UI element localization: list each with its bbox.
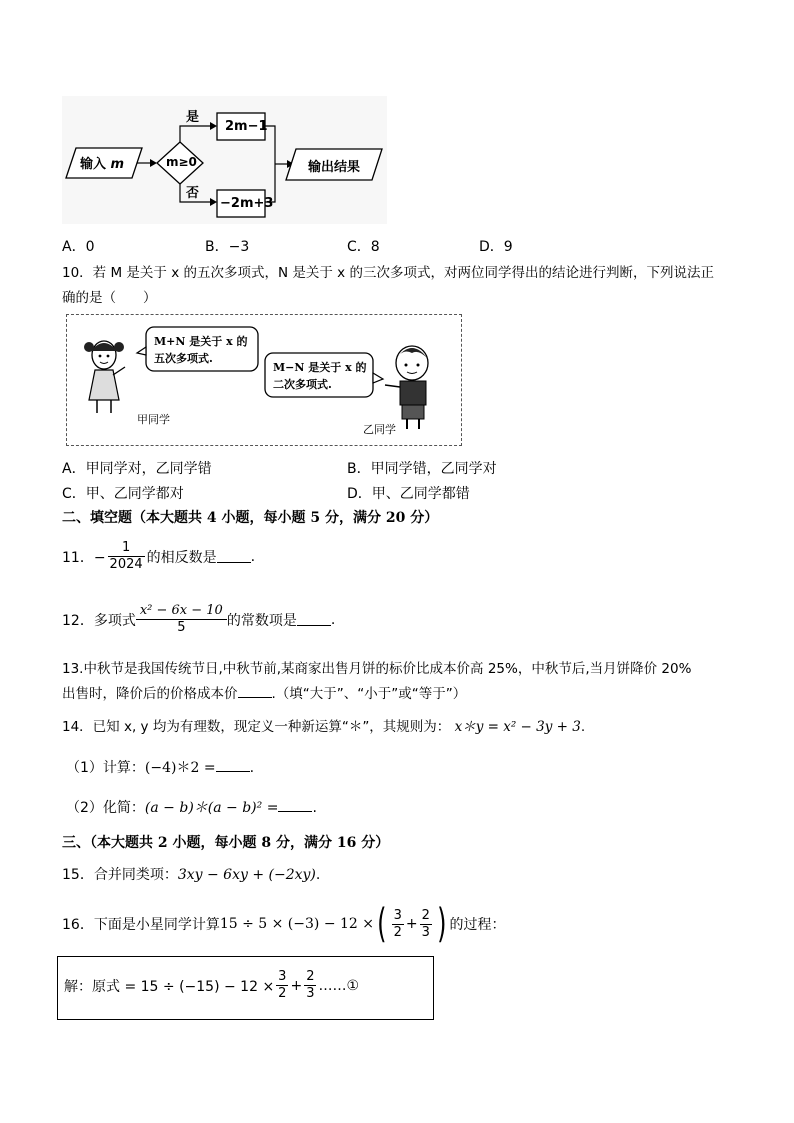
q10-option-b: B．甲同学错，乙同学对 (347, 461, 497, 477)
q13-line2b: .（填“大于”、“小于”或“等于”） (271, 686, 467, 702)
flowchart (62, 96, 387, 224)
boy-bubble-line1: M−N 是关于 x 的 (273, 361, 367, 374)
q13-line2a: 出售时，降价后的价格成本价 (62, 686, 238, 702)
q12-end: . (330, 611, 336, 628)
q10-option-c: C．甲、乙同学都对 (62, 486, 184, 502)
girl-label: 甲同学 (137, 413, 170, 426)
boy-figure (385, 346, 428, 429)
solution-f2-den: 3 (306, 986, 315, 1001)
q16-f1-num: 3 (393, 907, 402, 923)
section2-title: 二、填空题（本大题共 4 小题，每小题 5 分，满分 20 分） (62, 510, 439, 526)
q14-sub2-expr: (a − b)＊(a − b)² = (144, 800, 279, 816)
q10-illustration (66, 314, 462, 446)
q9-option-a: A．0 (62, 239, 95, 255)
q14-sub2-blank (278, 799, 312, 812)
q9-option-c: C．8 (347, 239, 380, 255)
solution-suffix: ……① (318, 977, 360, 994)
q16-f2-den: 3 (421, 924, 430, 940)
q12-prefix: 12．多项式 (62, 612, 136, 629)
girl-bubble-line2: 五次多项式. (154, 352, 213, 365)
q16-suffix: 的过程： (449, 917, 506, 933)
q12-fraction (138, 603, 225, 636)
q14 (62, 715, 585, 735)
q11-fraction (108, 540, 145, 573)
q16-fraction-2 (420, 908, 432, 941)
boy-bubble (273, 359, 367, 393)
q11-prefix: 11．− (62, 549, 106, 566)
solution-f1-num: 3 (278, 969, 287, 984)
q15-text: 15．合并同类项： (62, 867, 178, 883)
q14-text: 14．已知 x, y 均为有理数，现定义一种新运算“＊”，其规则为： (62, 719, 451, 735)
q16-left-paren: ( (377, 901, 387, 947)
q11-suffix: 的相反数是 (146, 549, 217, 566)
q9-option-b: B．−3 (205, 239, 250, 255)
solution-fraction-2 (304, 969, 316, 1002)
q16-f1-den: 2 (393, 924, 402, 940)
q11-blank (217, 550, 251, 563)
q14-sub2 (66, 797, 317, 817)
q10-option-d: D．甲、乙同学都错 (347, 486, 470, 502)
boy-label: 乙同学 (363, 423, 396, 436)
q16-plus: + (405, 916, 418, 932)
q14-sub2-dot: . (312, 800, 317, 816)
solution-line (64, 969, 359, 1002)
q15-expr: 3xy − 6xy + (−2xy) (177, 867, 316, 883)
q14-sub1-label: （1）计算： (66, 760, 145, 776)
q14-sub1 (66, 757, 254, 777)
q14-sub1-expr: (−4)＊2 = (144, 760, 216, 776)
q16-f2-num: 2 (421, 907, 430, 923)
solution-prefix: 解：原式 = 15 ÷ (−15) − 12 × (64, 978, 275, 995)
q12-den: 5 (136, 619, 227, 636)
q11 (62, 540, 255, 573)
q16 (62, 902, 506, 946)
q13-blank (238, 685, 272, 698)
q16-fraction-1 (392, 908, 404, 941)
q12-suffix: 的常数项是 (226, 612, 297, 629)
solution-f1-den: 2 (278, 986, 287, 1001)
boy-bubble-line2: 二次多项式. (273, 378, 332, 391)
q10-line1: 10．若 M 是关于 x 的五次多项式，N 是关于 x 的三次多项式，对两位同学得出的结论进行判断，下列说法正 (62, 265, 714, 281)
q14-sub1-dot: . (249, 760, 255, 776)
solution-fraction-1 (276, 969, 288, 1002)
section3-title: 三、（本大题共 2 小题，每小题 8 分，满分 16 分） (62, 835, 390, 851)
q13-line2 (62, 682, 466, 702)
q16-expr: 15 ÷ 5 × (−3) − 12 × (219, 916, 374, 932)
solution-f2-num: 2 (306, 969, 315, 984)
q16-prefix: 16．下面是小星同学计算 (62, 917, 220, 933)
solution-box (57, 956, 434, 1020)
q9-option-d: D．9 (479, 239, 513, 255)
flowchart-input-label (80, 153, 124, 172)
q10-line2: 确的是（ ） (62, 290, 157, 306)
input-var: m (110, 157, 125, 172)
flowchart-yes-label: 是 (186, 110, 200, 125)
solution-plus: + (290, 977, 303, 994)
q11-end: . (250, 548, 256, 565)
q15-end: . (315, 867, 321, 883)
flowchart-yes-box: 2m−1 (225, 119, 268, 134)
flowchart-condition: m≥0 (166, 155, 197, 169)
q14-sub2-label: （2）化简： (66, 800, 145, 816)
students-drawing (67, 315, 461, 445)
q14-sub1-blank (216, 759, 250, 772)
input-text: 输入 (80, 157, 107, 172)
q13-line1: 13.中秋节是我国传统节日,中秋节前,某商家出售月饼的标价比成本价高 25%，中秋节后,当月饼降价 20% (62, 661, 692, 677)
q12 (62, 603, 335, 636)
q11-num: 1 (121, 540, 131, 555)
q14-rule: x＊y = x² − 3y + 3 (454, 719, 581, 735)
q14-end: . (580, 719, 586, 735)
q11-den: 2024 (109, 557, 143, 572)
q16-right-paren: ) (437, 901, 447, 947)
q12-blank (297, 613, 331, 626)
girl-figure (84, 341, 125, 413)
girl-bubble (154, 333, 248, 367)
flowchart-no-box: −2m+3 (220, 196, 274, 211)
flowchart-no-label: 否 (186, 186, 200, 201)
q15 (62, 864, 320, 884)
girl-bubble-line1: M+N 是关于 x 的 (154, 335, 248, 348)
flowchart-output: 输出结果 (308, 160, 361, 175)
q10-option-a: A．甲同学对，乙同学错 (62, 461, 212, 477)
q12-num: x² − 6x − 10 (139, 603, 223, 618)
